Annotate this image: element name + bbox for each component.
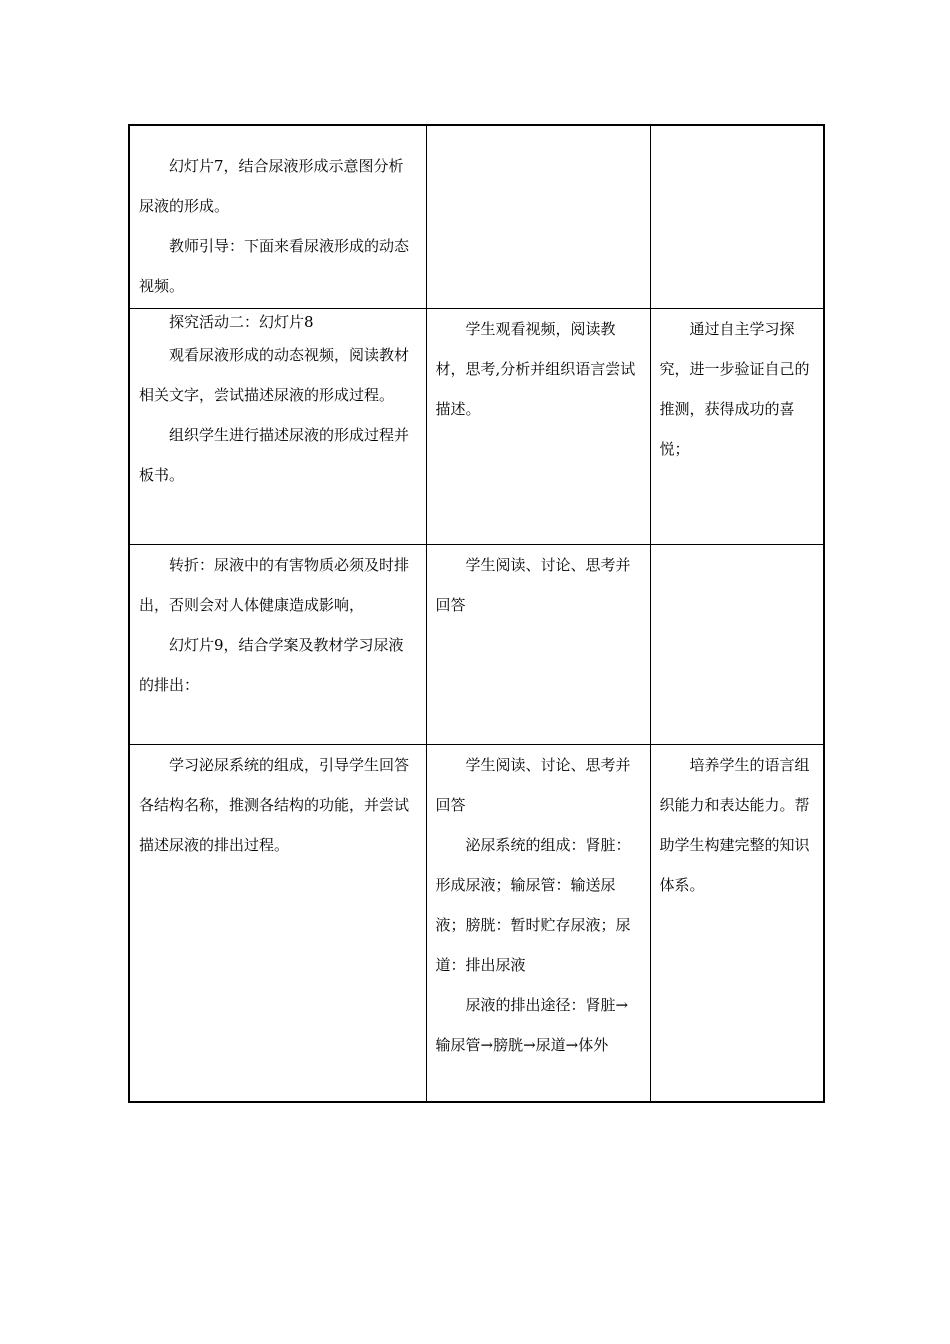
paragraph: 观看尿液形成的动态视频，阅读教材相关文字，尝试描述尿液的形成过程。 [139,345,410,404]
design-intent-cell [650,744,824,1102]
paragraph: 组织学生进行描述尿液的形成过程并板书。 [139,425,410,484]
student-activity-cell [426,308,650,544]
student-activity-cell [426,125,650,308]
paragraph: 尿液的排出途径：肾脏→输尿管→膀胱→尿道→体外 [435,995,629,1054]
paragraph: 泌尿系统的组成：肾脏：形成尿液；输尿管：输送尿液；膀胱：暂时贮存尿液；尿道：排出尿液 [435,835,631,974]
teacher-activity-cell [129,744,426,1102]
design-intent-cell [650,125,824,308]
paragraph: 学生阅读、讨论、思考并回答 [435,555,631,614]
lesson-plan-table [128,124,825,1103]
teacher-activity-cell [129,125,426,308]
paragraph: 学生阅读、讨论、思考并回答 [435,755,631,814]
teacher-activity-cell [129,308,426,544]
paragraph: 培养学生的语言组织能力和表达能力。帮助学生构建完整的知识体系。 [659,755,810,894]
paragraph: 幻灯片9，结合学案及教材学习尿液的排出： [139,635,404,694]
teacher-activity-cell [129,544,426,744]
paragraph: 通过自主学习探究，进一步验证自己的推测，获得成功的喜悦； [659,319,810,458]
table-row [129,308,824,544]
paragraph: 学习泌尿系统的组成，引导学生回答各结构名称，推测各结构的功能，并尝试描述尿液的排出过程。 [139,755,410,854]
paragraph: 探究活动二：幻灯片8 [169,312,314,331]
paragraph: 幻灯片7，结合尿液形成示意图分析尿液的形成。 [139,157,404,215]
paragraph: 转折：尿液中的有害物质必须及时排出，否则会对人体健康造成影响， [139,555,410,614]
paragraph: 教师引导：下面来看尿液形成的动态视频。 [139,237,410,295]
table-row [129,544,824,744]
student-activity-cell [426,544,650,744]
design-intent-cell [650,308,824,544]
student-activity-cell [426,744,650,1102]
table-row [129,744,824,1102]
table-row [129,125,824,308]
paragraph: 学生观看视频，阅读教材，思考,分析并组织语言尝试描述。 [435,319,636,418]
design-intent-cell [650,544,824,744]
